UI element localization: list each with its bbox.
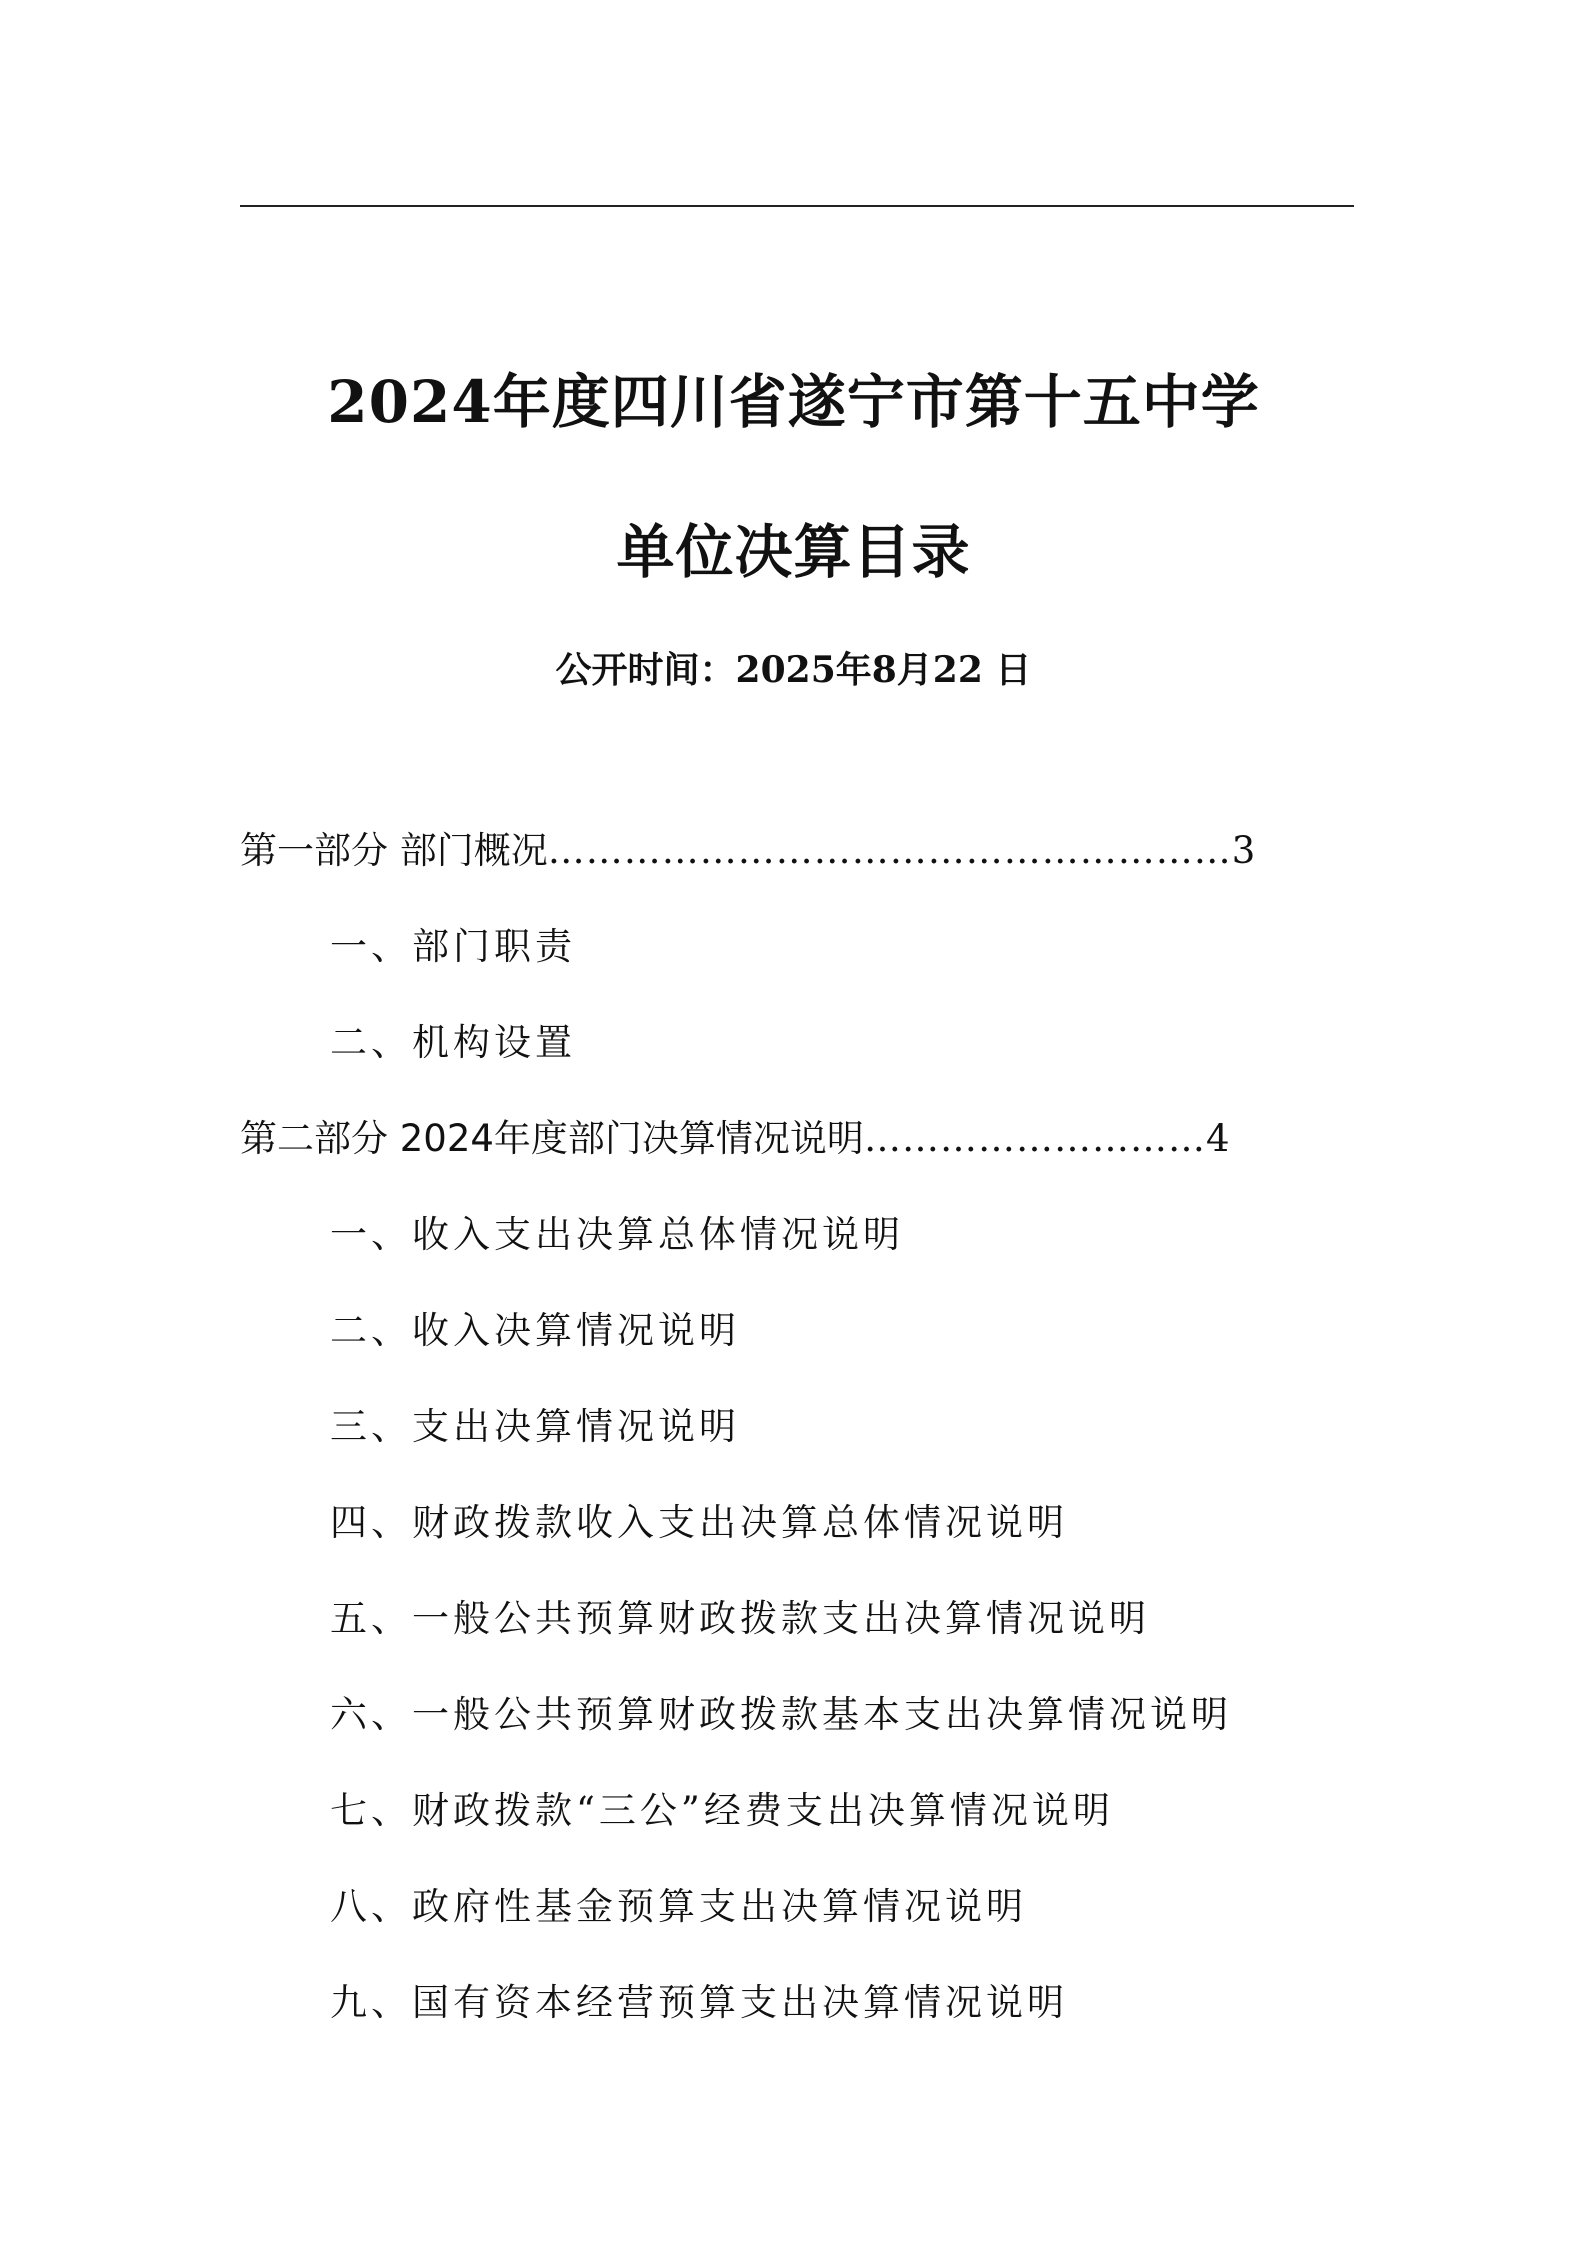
toc-item: 七、财政拨款“三公”经费支出决算情况说明: [330, 1789, 1114, 1832]
toc-part-2-label: 第二部分 2024年度部门决算情况说明: [240, 1117, 864, 1156]
toc-part-1-page: 3: [1231, 829, 1256, 868]
toc-part-2-page: 4: [1205, 1117, 1230, 1156]
document-title-line1: 2024年度四川省遂宁市第十五中学: [327, 368, 1260, 436]
toc-item: 一、收入支出决算总体情况说明: [330, 1213, 904, 1256]
toc-part-1-label: 第一部分 部门概况: [240, 829, 548, 868]
toc-item: 八、政府性基金预算支出决算情况说明: [330, 1885, 1027, 1928]
toc-part-2: [240, 1108, 1360, 1156]
toc-item: 六、一般公共预算财政拨款基本支出决算情况说明: [330, 1693, 1232, 1736]
toc-item: 三、支出决算情况说明: [330, 1405, 740, 1448]
toc-item: 二、机构设置: [330, 1021, 576, 1064]
toc-item: 四、财政拨款收入支出决算总体情况说明: [330, 1501, 1068, 1544]
table-of-contents: [240, 820, 1360, 2024]
toc-part-1-leader: ………………………………………………: [547, 829, 1232, 868]
document-title-line2: 单位决算目录: [616, 518, 971, 586]
header-rule: [240, 205, 1354, 207]
toc-item: 五、一般公共预算财政拨款支出决算情况说明: [330, 1597, 1150, 1640]
toc-part-2-leader: ………………………: [863, 1117, 1206, 1156]
publish-date: 公开时间：2025年8月22 日: [555, 649, 1032, 691]
toc-item: 一、部门职责: [330, 925, 576, 968]
toc-item: 二、收入决算情况说明: [330, 1309, 740, 1352]
toc-item: 九、国有资本经营预算支出决算情况说明: [330, 1981, 1068, 2024]
toc-part-1: [240, 820, 1360, 868]
